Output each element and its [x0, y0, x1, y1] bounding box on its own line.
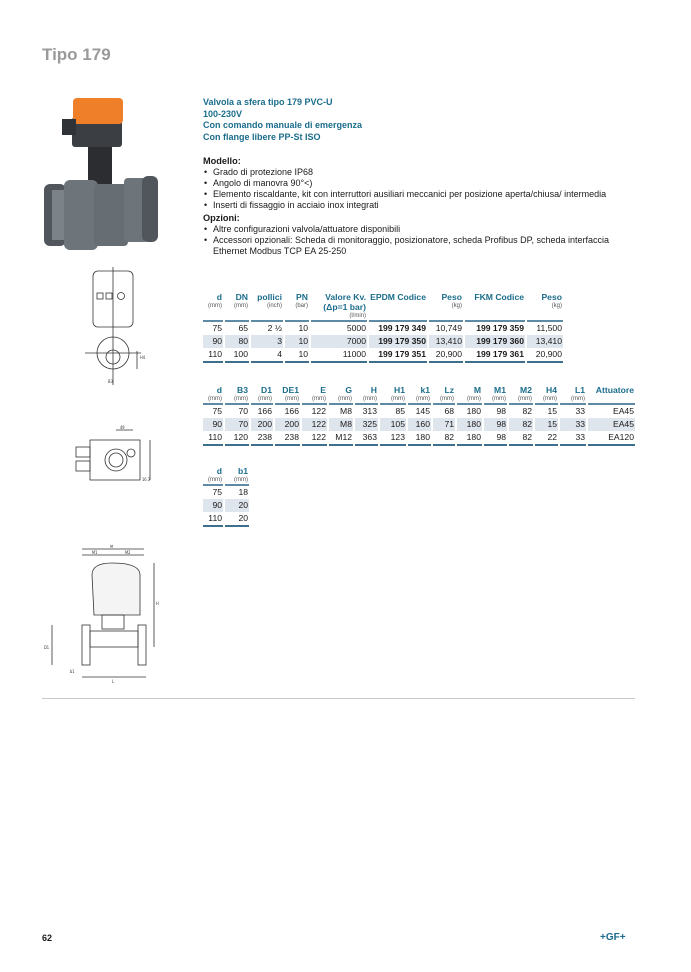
table-cell: 10 [298, 323, 308, 333]
column-name: d [216, 466, 222, 476]
column-unit: (mm) [467, 396, 481, 402]
product-subtitle [203, 97, 362, 143]
table-cell: 313 [362, 406, 377, 416]
column-header [380, 385, 406, 405]
table-cell: 363 [355, 431, 378, 446]
column-header [433, 385, 455, 405]
table-cell: 105 [380, 418, 406, 431]
column-header [484, 385, 507, 405]
table-cell: 122 [302, 431, 327, 446]
column-name: d [216, 292, 222, 302]
column-name: H4 [546, 385, 557, 395]
column-header [203, 385, 223, 405]
column-unit: (mm) [543, 396, 557, 402]
table-cell: 10,749 [435, 323, 462, 333]
table-row [203, 322, 563, 335]
column-name: pollici [257, 292, 282, 302]
column-unit: (kg) [551, 303, 562, 309]
column-header [302, 385, 327, 405]
table-cell: EA120 [588, 431, 635, 446]
table-cell: M8 [329, 418, 353, 431]
table-cell: 180 [457, 431, 482, 446]
column-name: Valore Kv. (Δp=1 bar) [323, 292, 366, 312]
table-cell: 18 [238, 487, 248, 497]
top-view-drawing [58, 425, 168, 495]
column-unit: (kg) [451, 303, 462, 309]
column-header [457, 385, 482, 405]
valve-actuator-photo [38, 92, 158, 252]
table-cell: 238 [275, 431, 300, 446]
table-cell: 145 [415, 406, 430, 416]
column-unit: (mm) [363, 396, 377, 402]
column-header [251, 385, 273, 405]
table-cell: 10 [285, 348, 309, 363]
modello-section [203, 156, 623, 257]
column-header [527, 292, 563, 322]
d1-label: D1 [44, 645, 50, 650]
header-row [203, 385, 635, 405]
divider [42, 698, 635, 699]
column-unit: (mm) [285, 396, 299, 402]
table-cell: 70 [238, 406, 248, 416]
column-name: Attuatore [595, 385, 634, 395]
table-cell: 82 [522, 406, 532, 416]
column-name: E [320, 385, 326, 395]
m-label: M [110, 545, 114, 549]
table-cell: 122 [302, 418, 327, 431]
table-row [203, 499, 249, 512]
h-label: H [156, 601, 159, 606]
column-unit: (mm) [208, 477, 222, 483]
table-cell: 98 [484, 418, 507, 431]
column-unit: (mm) [440, 396, 454, 402]
column-name: Lz [444, 385, 454, 395]
subtitle-line: Con comando manuale di emergenza [203, 120, 363, 130]
column-name: M [473, 385, 481, 395]
column-unit: (mm) [208, 396, 222, 402]
table-cell: 199 179 351 [369, 348, 427, 363]
column-unit: (mm) [518, 396, 532, 402]
column-name: Peso [441, 292, 462, 302]
column-header [225, 292, 249, 322]
table-cell: 200 [275, 418, 300, 431]
column-unit: (mm) [391, 396, 405, 402]
list-item: • Inserti di fissaggio in acciaio inox integrati [203, 200, 623, 211]
column-header [225, 466, 249, 486]
table-cell: 90 [203, 418, 223, 431]
table-cell: 20,900 [429, 348, 463, 363]
column-header [535, 385, 558, 405]
table-cell: EA45 [612, 406, 634, 416]
table-cell: M8 [340, 406, 352, 416]
table-cell: 200 [251, 418, 273, 431]
table-cell: 199 179 361 [465, 348, 525, 363]
column-unit: (mm) [492, 396, 506, 402]
column-header [203, 466, 223, 486]
table-cell: 90 [203, 499, 223, 512]
b1-table [201, 466, 251, 527]
column-unit: (mm) [416, 396, 430, 402]
table-cell: 85 [395, 406, 405, 416]
column-name: DN [235, 292, 248, 302]
table-cell: 199 179 360 [465, 335, 525, 348]
column-header [275, 385, 300, 405]
table-row [203, 348, 563, 363]
subtitle-line: 100-230V [203, 108, 243, 119]
table-cell: 33 [575, 406, 585, 416]
table-row [203, 512, 249, 527]
table-row [203, 418, 635, 431]
header-row [203, 292, 563, 322]
table-row [203, 405, 635, 418]
table-cell: 120 [225, 431, 249, 446]
table-cell: 75 [212, 487, 222, 497]
table-cell: 13,410 [429, 335, 463, 348]
column-unit: (mm) [234, 477, 248, 483]
front-view-drawing [85, 265, 155, 390]
column-name: G [345, 385, 352, 395]
table-cell: 180 [408, 431, 431, 446]
table-cell: 10 [285, 335, 309, 348]
table-cell: 160 [408, 418, 431, 431]
dim-163-label: 16.3 [142, 477, 151, 482]
table-cell: 82 [509, 431, 533, 446]
table-cell: EA45 [588, 418, 635, 431]
column-header [465, 292, 525, 322]
table-cell: 15 [547, 406, 557, 416]
gf-logo: +GF+ [600, 932, 626, 943]
table-cell: 110 [203, 348, 223, 363]
codes-table [201, 292, 565, 363]
column-unit: (mm) [234, 303, 248, 309]
column-header [285, 292, 309, 322]
table-cell: 325 [355, 418, 378, 431]
column-name: M1 [494, 385, 506, 395]
column-unit: (inch) [266, 303, 282, 309]
column-unit: (mm) [258, 396, 272, 402]
column-name: EPDM Codice [370, 292, 426, 302]
subtitle-line: Con flange libere PP-St ISO [203, 131, 321, 142]
dim-49-label: 49 [120, 425, 125, 430]
table-cell: 123 [380, 431, 406, 446]
table-cell: 180 [457, 418, 482, 431]
column-unit: (bar) [295, 303, 308, 309]
column-name: H [370, 385, 377, 395]
m1-label: M1 [92, 550, 98, 555]
table-cell: 238 [251, 431, 273, 446]
table-cell: 75 [212, 406, 222, 416]
column-unit: (mm) [208, 303, 222, 309]
subtitle-line: Valvola a sfera tipo 179 PVC-U [203, 97, 333, 107]
column-unit: (l/min) [349, 313, 366, 319]
table-cell: 7000 [311, 335, 367, 348]
column-unit: (mm) [312, 396, 326, 402]
table-cell: M12 [329, 431, 353, 446]
table-cell: 71 [433, 418, 455, 431]
table-cell: 13,410 [527, 335, 563, 348]
m2-label: M2 [125, 550, 131, 555]
table-cell: 180 [466, 406, 481, 416]
column-header [355, 385, 378, 405]
opzioni-heading: Opzioni: [203, 213, 240, 223]
column-header [329, 385, 353, 405]
column-name: FKM Codice [474, 292, 524, 302]
table-cell: 5000 [346, 323, 366, 333]
column-header [369, 292, 427, 322]
column-name: B3 [237, 385, 248, 395]
side-view-drawing [40, 545, 170, 685]
table-cell: 199 179 359 [476, 323, 524, 333]
table-cell: 33 [560, 418, 586, 431]
list-item: • Elemento riscaldante, kit con interruttori ausiliari meccanici per posizione aperta/chiusa/ intermedia [203, 189, 623, 200]
table-cell: 100 [225, 348, 249, 363]
column-name: d [216, 385, 222, 395]
table-cell: 22 [535, 431, 558, 446]
table-cell: 11000 [311, 348, 367, 363]
table-cell: 15 [535, 418, 558, 431]
dimensions-table [201, 385, 637, 446]
table-cell: 199 179 349 [378, 323, 426, 333]
column-name: D1 [261, 385, 272, 395]
column-name: H1 [394, 385, 405, 395]
page-number: 62 [42, 933, 53, 943]
table-cell: 82 [509, 418, 533, 431]
table-cell: 90 [203, 335, 223, 348]
column-header [203, 292, 223, 322]
table-row [203, 486, 249, 499]
table-cell: 11,500 [536, 323, 562, 333]
column-header [429, 292, 463, 322]
table-cell: 166 [257, 406, 272, 416]
table-cell: 110 [203, 512, 223, 527]
table-cell: 98 [484, 431, 507, 446]
table-row [203, 335, 563, 348]
header-row [203, 466, 249, 486]
l-label: L [112, 679, 115, 684]
table-cell: 199 179 350 [369, 335, 427, 348]
table-cell: 110 [203, 431, 223, 446]
column-name: DE1 [282, 385, 299, 395]
table-row [203, 431, 635, 446]
column-header [560, 385, 586, 405]
column-header [311, 292, 367, 322]
list-item: • Accessori opzionali: Scheda di monitoraggio, posizionatore, scheda Profibus DP, scheda interfaccia Ethernet Modbus TCP EA 25-250 [203, 235, 623, 257]
modello-heading: Modello: [203, 156, 241, 166]
column-name: L1 [574, 385, 585, 395]
column-name: b1 [237, 466, 248, 476]
column-header [588, 385, 635, 405]
column-header [408, 385, 431, 405]
column-name: PN [296, 292, 308, 302]
table-cell: 166 [284, 406, 299, 416]
table-cell: 65 [238, 323, 248, 333]
table-cell: 68 [444, 406, 454, 416]
column-header [225, 385, 249, 405]
table-cell: 80 [225, 335, 249, 348]
b1-label: b1 [70, 669, 75, 674]
list-item: • Altre configurazioni valvola/attuatore disponibili [203, 224, 623, 235]
list-item: • Grado di protezione IP68 [203, 167, 623, 178]
table-cell: 20 [225, 512, 249, 527]
column-unit: (mm) [338, 396, 352, 402]
column-header [509, 385, 533, 405]
table-cell: 33 [560, 431, 586, 446]
table-cell: 82 [433, 431, 455, 446]
page-title: Tipo 179 [42, 45, 111, 64]
table-cell: 75 [212, 323, 222, 333]
h4-label: H4 [140, 355, 145, 360]
table-cell: 98 [496, 406, 506, 416]
table-cell: 20,900 [527, 348, 563, 363]
table-cell: 3 [251, 335, 283, 348]
table-cell: 2 ½ [267, 323, 282, 333]
b3-label: B3 [108, 379, 113, 384]
column-header [251, 292, 283, 322]
table-cell: 70 [225, 418, 249, 431]
table-cell: 122 [311, 406, 326, 416]
column-unit: (mm) [571, 396, 585, 402]
table-cell: 4 [251, 348, 283, 363]
column-name: k1 [420, 385, 430, 395]
list-item: • Angolo di manovra 90°<) [203, 178, 623, 189]
table-cell: 20 [225, 499, 249, 512]
column-name: M2 [520, 385, 532, 395]
column-name: Peso [541, 292, 562, 302]
column-unit: (mm) [234, 396, 248, 402]
